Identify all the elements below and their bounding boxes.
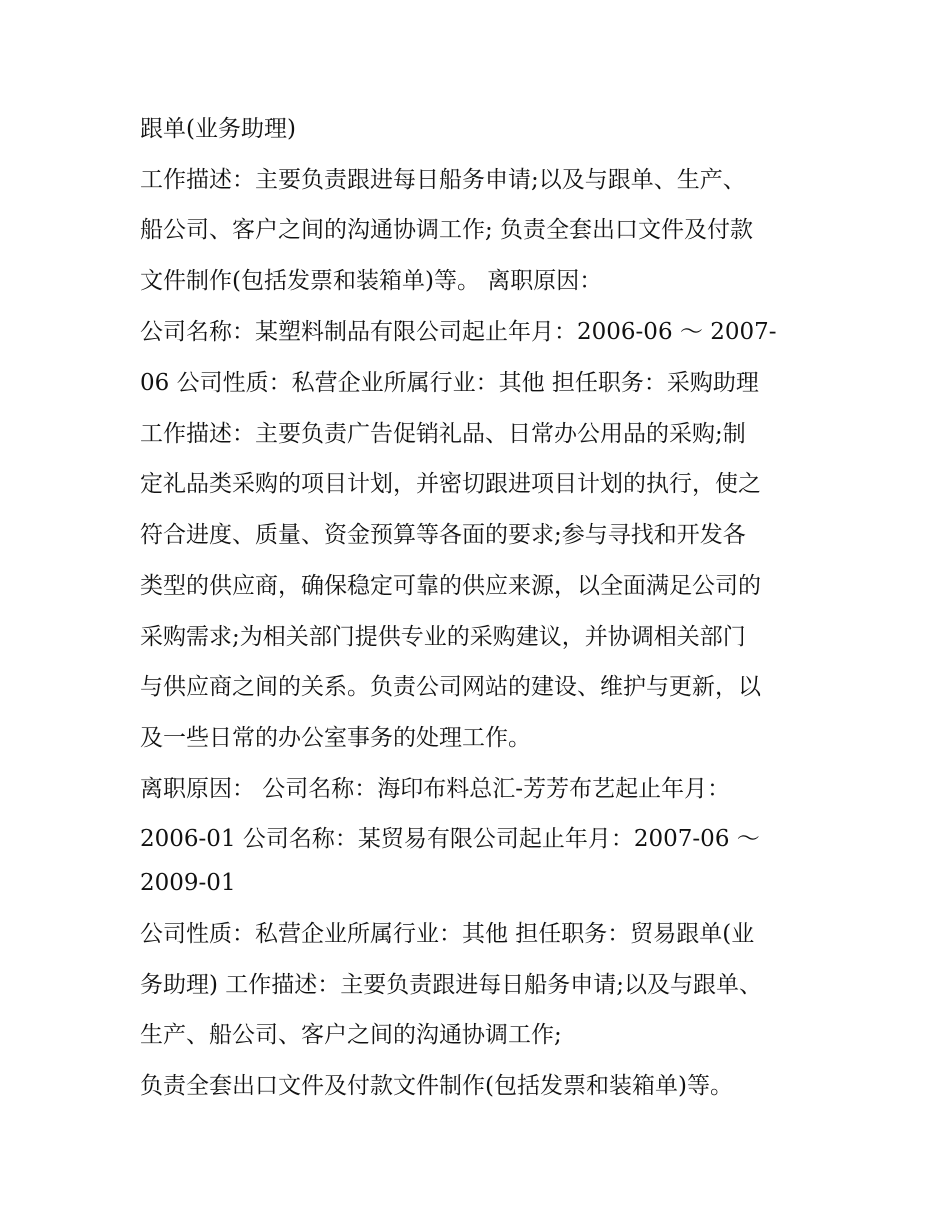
text-line: 船公司、客户之间的沟通协调工作; 负责全套出口文件及付款 bbox=[140, 217, 754, 243]
text-line: 采购需求;为相关部门提供专业的采购建议，并协调相关部门 bbox=[140, 624, 746, 650]
text-line: 符合进度、质量、资金预算等各面的要求;参与寻找和开发各 bbox=[140, 522, 746, 548]
text-line: 与供应商之间的关系。负责公司网站的建设、维护与更新，以 bbox=[140, 674, 761, 700]
text-line: 文件制作(包括发票和装箱单)等。 离职原因： bbox=[140, 268, 603, 294]
text-line: 工作描述：主要负责广告促销礼品、日常办公用品的采购;制 bbox=[140, 421, 746, 447]
text-line: 定礼品类采购的项目计划，并密切跟进项目计划的执行，使之 bbox=[140, 471, 761, 497]
text-line: 工作描述：主要负责跟进每日船务申请;以及与跟单、生产、 bbox=[140, 167, 746, 193]
text-line: 及一些日常的办公室事务的处理工作。 bbox=[140, 725, 531, 751]
text-line: 2006-01 公司名称：某贸易有限公司起止年月：2007-06 ～ bbox=[140, 826, 760, 852]
text-line: 负责全套出口文件及付款文件制作(包括发票和装箱单)等。 bbox=[140, 1073, 733, 1099]
text-line: 生产、船公司、客户之间的沟通协调工作; bbox=[140, 1022, 562, 1048]
text-line: 跟单(业务助理) bbox=[140, 116, 296, 142]
text-line: 务助理) 工作描述：主要负责跟进每日船务申请;以及与跟单、 bbox=[140, 972, 763, 998]
text-line: 离职原因： 公司名称：海印布料总汇-芳芳布艺起止年月： bbox=[140, 776, 731, 802]
text-line: 公司性质：私营企业所属行业：其他 担任职务：贸易跟单(业 bbox=[140, 921, 755, 947]
text-line: 2009-01 bbox=[140, 870, 236, 896]
text-line: 类型的供应商，确保稳定可靠的供应来源，以全面满足公司的 bbox=[140, 573, 761, 599]
text-line: 公司名称：某塑料制品有限公司起止年月：2006-06 ～ 2007- bbox=[140, 319, 777, 345]
text-line: 06 公司性质：私营企业所属行业：其他 担任职务：采购助理 bbox=[140, 370, 759, 396]
